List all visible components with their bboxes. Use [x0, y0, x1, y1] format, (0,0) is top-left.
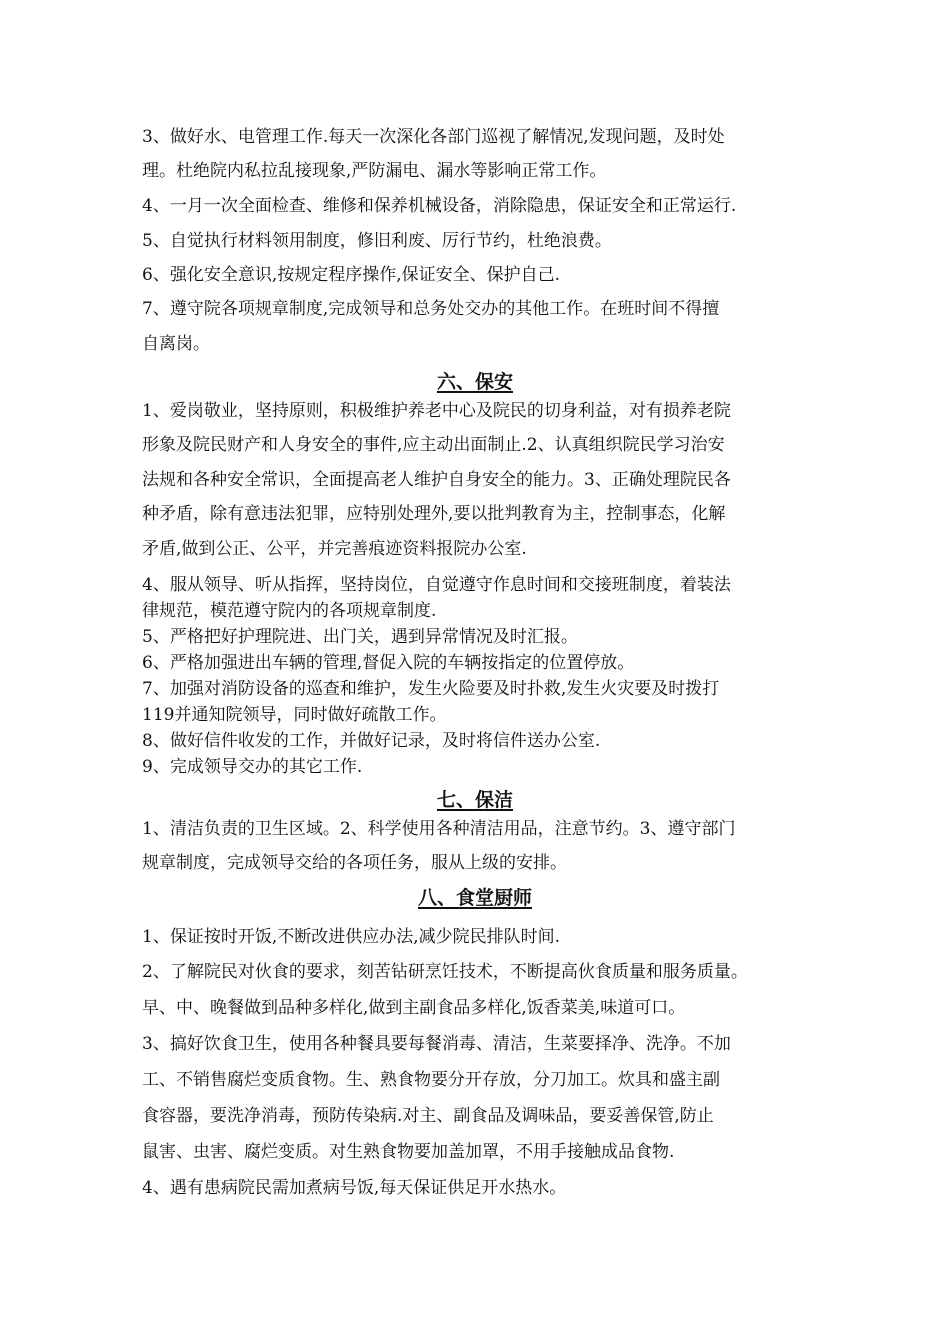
paragraph-line: 5、严格把好护理院进、出门关，遇到异常情况及时汇报。 — [142, 627, 578, 647]
section-title-cleaning: 七、保洁 — [436, 789, 513, 811]
paragraph-line: 4、一月一次全面检查、维修和保养机械设备，消除隐患，保证安全和正常运行. — [142, 196, 737, 216]
section-heading — [0, 370, 950, 394]
paragraph-line: 形象及院民财产和人身安全的事件,应主动出面制止.2、认真组织院民学习治安 — [142, 435, 725, 455]
section-heading — [0, 788, 950, 812]
paragraph-line: 律规范，模范遵守院内的各项规章制度. — [142, 601, 437, 621]
paragraph-line: 5、自觉执行材料领用制度，修旧利废、厉行节约，杜绝浪费。 — [142, 231, 612, 251]
paragraph-line: 1、清洁负责的卫生区域。2、科学使用各种清洁用品，注意节约。3、遵守部门 — [142, 819, 736, 839]
paragraph-line: 矛盾,做到公正、公平，并完善痕迹资料报院办公室. — [142, 539, 527, 559]
paragraph-line: 9、完成领导交办的其它工作. — [142, 757, 363, 777]
paragraph-line: 食容器，要洗净消毒，预防传染病.对主、副食品及调味品，要妥善保管,防止 — [142, 1106, 714, 1126]
paragraph-line: 工、不销售腐烂变质食物。生、熟食物要分开存放，分刀加工。炊具和盛主副 — [142, 1070, 720, 1090]
paragraph-line: 早、中、晚餐做到品种多样化,做到主副食品多样化,饭香菜美,味道可口。 — [142, 998, 686, 1018]
paragraph-line: 6、强化安全意识,按规定程序操作,保证安全、保护自己. — [142, 265, 561, 285]
paragraph-line: 自离岗。 — [142, 334, 210, 354]
section-title-canteen-cook: 八、食堂厨师 — [417, 887, 532, 909]
section-title-security: 六、保安 — [436, 371, 513, 393]
paragraph-line: 4、遇有患病院民需加煮病号饭,每天保证供足开水热水。 — [142, 1178, 567, 1198]
paragraph-line: 7、遵守院各项规章制度,完成领导和总务处交办的其他工作。在班时间不得擅 — [142, 299, 720, 319]
section-heading — [0, 886, 950, 910]
paragraph-line: 3、搞好饮食卫生，使用各种餐具要每餐消毒、清洁，生菜要择净、洗净。不加 — [142, 1034, 731, 1054]
paragraph-line: 8、做好信件收发的工作，并做好记录，及时将信件送办公室. — [142, 731, 601, 751]
paragraph-line: 规章制度，完成领导交给的各项任务，服从上级的安排。 — [142, 853, 567, 873]
paragraph-line: 法规和各种安全常识，全面提高老人维护自身安全的能力。3、正确处理院民各 — [142, 470, 731, 490]
paragraph-line: 理。杜绝院内私拉乱接现象,严防漏电、漏水等影响正常工作。 — [142, 161, 607, 181]
paragraph-line: 7、加强对消防设备的巡查和维护，发生火险要及时扑救,发生火灾要及时拨打 — [142, 679, 720, 699]
paragraph-line: 种矛盾，除有意违法犯罪，应特别处理外,要以批判教育为主，控制事态，化解 — [142, 504, 726, 524]
paragraph-line: 1、爱岗敬业，坚持原则，积极维护养老中心及院民的切身利益，对有损养老院 — [142, 401, 731, 421]
paragraph-line: 6、严格加强进出车辆的管理,督促入院的车辆按指定的位置停放。 — [142, 653, 635, 673]
paragraph-line: 2、了解院民对伙食的要求，刻苦钻研烹饪技术，不断提高伙食质量和服务质量。 — [142, 962, 748, 982]
paragraph-line: 1、保证按时开饭,不断改进供应办法,减少院民排队时间. — [142, 927, 561, 947]
paragraph-line: 3、做好水、电管理工作.每天一次深化各部门巡视了解情况,发现问题，及时处 — [142, 127, 725, 147]
paragraph-line: 4、服从领导、听从指挥，坚持岗位，自觉遵守作息时间和交接班制度，着装法 — [142, 575, 731, 595]
paragraph-line: 119并通知院领导，同时做好疏散工作。 — [142, 705, 447, 725]
paragraph-line: 鼠害、虫害、腐烂变质。对生熟食物要加盖加罩，不用手接触成品食物. — [142, 1142, 675, 1162]
